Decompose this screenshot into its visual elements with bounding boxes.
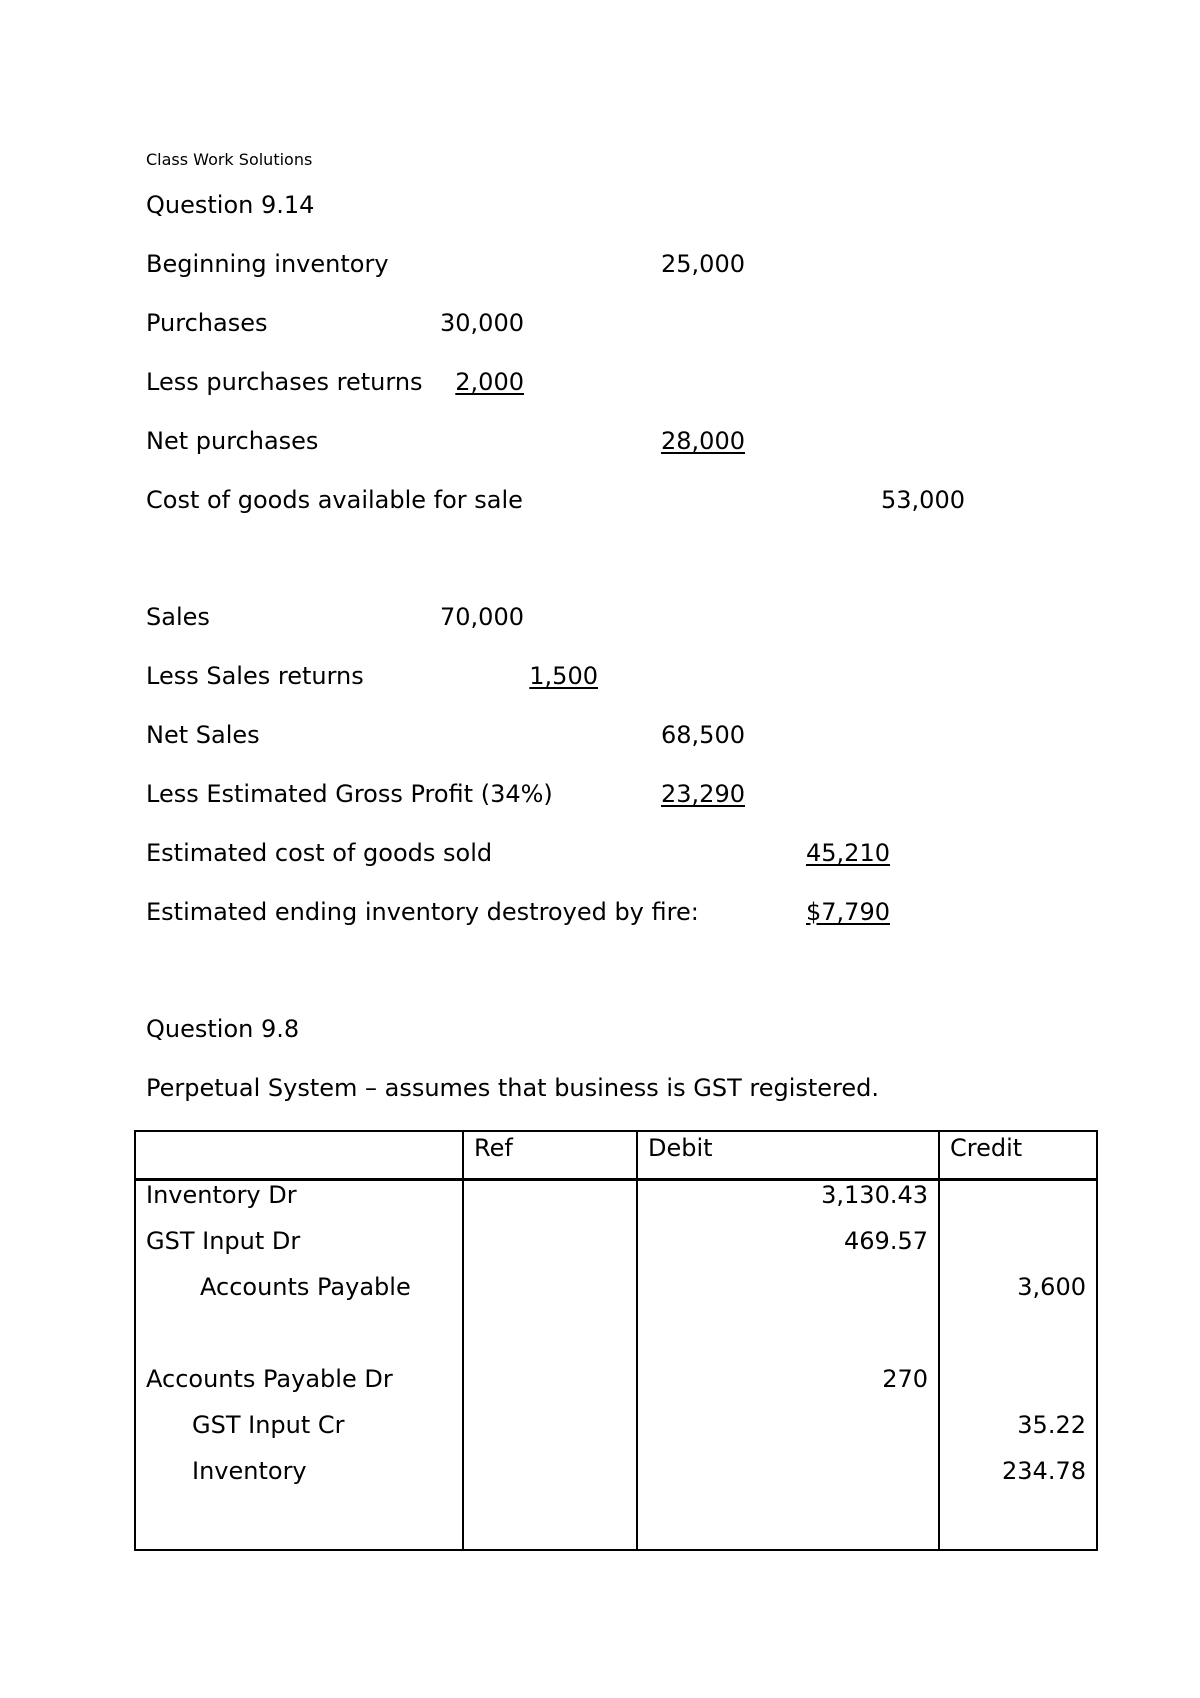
label-sales-returns: Less Sales returns [146,662,364,690]
debit-cell: 3,130.43 [637,1180,939,1228]
account-cell: Inventory [135,1457,463,1503]
account-cell [135,1503,463,1550]
header-debit: Debit [637,1131,939,1180]
value-purchases: 30,000 [440,309,524,337]
debit-cell: 469.57 [637,1227,939,1273]
label-net-purchases: Net purchases [146,427,319,455]
question-9-14-title: Question 9.14 [146,191,315,219]
credit-cell [939,1503,1097,1550]
debit-cell [637,1411,939,1457]
value-net-sales: 68,500 [661,721,745,749]
account-cell [135,1319,463,1365]
table-row [135,1180,1097,1228]
label-purchases: Purchases [146,309,268,337]
account-cell: GST Input Dr [135,1227,463,1273]
table-row [135,1503,1097,1550]
value-purchases-returns: 2,000 [455,368,524,396]
header-label: Class Work Solutions [146,150,313,169]
table-header-row [135,1131,1097,1180]
label-net-sales: Net Sales [146,721,260,749]
credit-cell [939,1227,1097,1273]
label-estimated-cogs: Estimated cost of goods sold [146,839,493,867]
table-row [135,1273,1097,1319]
table-row [135,1411,1097,1457]
value-gross-profit: 23,290 [661,780,745,808]
ref-cell [463,1180,637,1228]
question-9-8-title: Question 9.8 [146,1015,300,1043]
header-ref: Ref [463,1131,637,1180]
debit-cell [637,1503,939,1550]
value-net-purchases: 28,000 [661,427,745,455]
value-sales-returns: 1,500 [529,662,598,690]
table-row [135,1457,1097,1503]
debit-cell: 270 [637,1365,939,1411]
label-beginning-inventory: Beginning inventory [146,250,389,278]
value-cost-goods-available: 53,000 [881,486,965,514]
credit-cell [939,1365,1097,1411]
value-sales: 70,000 [440,603,524,631]
question-9-8-subtitle: Perpetual System – assumes that business is GST registered. [146,1074,880,1102]
ref-cell [463,1227,637,1273]
credit-cell: 3,600 [939,1273,1097,1319]
ref-cell [463,1273,637,1319]
label-gross-profit: Less Estimated Gross Profit (34%) [146,780,553,808]
debit-cell [637,1273,939,1319]
label-purchases-returns: Less purchases returns [146,368,423,396]
table-row [135,1319,1097,1365]
credit-cell [939,1319,1097,1365]
ref-cell [463,1365,637,1411]
header-credit: Credit [939,1131,1097,1180]
credit-cell: 234.78 [939,1457,1097,1503]
credit-cell: 35.22 [939,1411,1097,1457]
value-estimated-cogs: 45,210 [806,839,890,867]
debit-cell [637,1457,939,1503]
ref-cell [463,1503,637,1550]
account-cell: GST Input Cr [135,1411,463,1457]
account-cell: Accounts Payable Dr [135,1365,463,1411]
credit-cell [939,1180,1097,1228]
ref-cell [463,1457,637,1503]
label-cost-goods-available: Cost of goods available for sale [146,486,523,514]
account-cell: Accounts Payable [135,1273,463,1319]
value-ending-inventory-destroyed: $7,790 [806,898,890,926]
label-ending-inventory-destroyed: Estimated ending inventory destroyed by fire: [146,898,699,926]
value-beginning-inventory: 25,000 [661,250,745,278]
journal-table [134,1130,1098,1551]
ref-cell [463,1319,637,1365]
table-row [135,1227,1097,1273]
header-account [135,1131,463,1180]
label-sales: Sales [146,603,210,631]
table-row [135,1365,1097,1411]
account-cell: Inventory Dr [135,1180,463,1228]
debit-cell [637,1319,939,1365]
ref-cell [463,1411,637,1457]
